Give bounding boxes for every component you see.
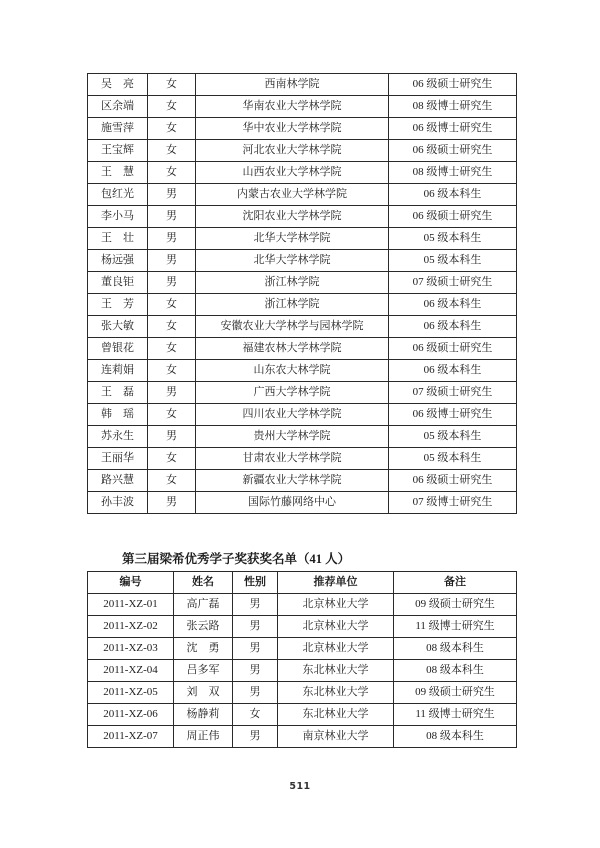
table-cell-unit: 东北林业大学 xyxy=(278,704,394,726)
table-cell-gender: 女 xyxy=(233,704,278,726)
table-cell-note: 06 级本科生 xyxy=(389,360,517,382)
table-cell-id: 2011-XZ-04 xyxy=(88,660,174,682)
table-cell-name: 李小马 xyxy=(88,206,148,228)
table-row xyxy=(88,338,517,360)
table-row xyxy=(88,726,517,748)
table-cell-gender: 女 xyxy=(148,360,196,382)
table-cell-name: 曾银花 xyxy=(88,338,148,360)
table-cell-gender: 男 xyxy=(233,660,278,682)
table-cell-gender: 男 xyxy=(148,184,196,206)
table-cell-unit: 山东农大林学院 xyxy=(196,360,389,382)
page-number: 511 xyxy=(289,781,311,792)
table-cell-name: 区余端 xyxy=(88,96,148,118)
table-cell-name: 王 慧 xyxy=(88,162,148,184)
table-cell-name: 包红光 xyxy=(88,184,148,206)
table-cell-name: 吴 亮 xyxy=(88,74,148,96)
table-row xyxy=(88,638,517,660)
award-winners-2011-table-body xyxy=(88,594,517,748)
table-cell-note: 05 级本科生 xyxy=(389,250,517,272)
column-header: 姓名 xyxy=(174,572,233,594)
table-cell-id: 2011-XZ-01 xyxy=(88,594,174,616)
table-cell-note: 11 级博士研究生 xyxy=(394,704,517,726)
table-row xyxy=(88,682,517,704)
table-cell-name: 刘 双 xyxy=(174,682,233,704)
table-cell-note: 09 级硕士研究生 xyxy=(394,682,517,704)
table-cell-unit: 华南农业大学林学院 xyxy=(196,96,389,118)
table-row xyxy=(88,316,517,338)
table-cell-name: 韩 瑶 xyxy=(88,404,148,426)
table-cell-unit: 华中农业大学林学院 xyxy=(196,118,389,140)
table-row xyxy=(88,184,517,206)
table-row xyxy=(88,382,517,404)
table-cell-unit: 安徽农业大学林学与园林学院 xyxy=(196,316,389,338)
table-cell-name: 张大敏 xyxy=(88,316,148,338)
table-cell-note: 07 级博士研究生 xyxy=(389,492,517,514)
table-cell-note: 08 级博士研究生 xyxy=(389,162,517,184)
table-cell-unit: 福建农林大学林学院 xyxy=(196,338,389,360)
table-cell-unit: 北京林业大学 xyxy=(278,638,394,660)
table-cell-gender: 男 xyxy=(148,492,196,514)
table-cell-note: 07 级硕士研究生 xyxy=(389,382,517,404)
award-winners-table-continued xyxy=(87,73,517,514)
table-cell-note: 06 级硕士研究生 xyxy=(389,206,517,228)
table-row xyxy=(88,594,517,616)
column-header: 编号 xyxy=(88,572,174,594)
table-cell-unit: 北京林业大学 xyxy=(278,594,394,616)
table-row xyxy=(88,294,517,316)
table-cell-gender: 男 xyxy=(148,250,196,272)
table-cell-note: 05 级本科生 xyxy=(389,426,517,448)
table-row xyxy=(88,426,517,448)
table-cell-gender: 男 xyxy=(148,426,196,448)
table-cell-gender: 男 xyxy=(148,382,196,404)
table-cell-note: 11 级博士研究生 xyxy=(394,616,517,638)
table-cell-name: 王宝辉 xyxy=(88,140,148,162)
table-cell-note: 08 级博士研究生 xyxy=(389,96,517,118)
table-cell-name: 王 磊 xyxy=(88,382,148,404)
table-cell-name: 施雪萍 xyxy=(88,118,148,140)
table-cell-unit: 贵州大学林学院 xyxy=(196,426,389,448)
table-cell-gender: 女 xyxy=(148,74,196,96)
award-winners-table-2011 xyxy=(87,571,517,748)
table-cell-gender: 男 xyxy=(233,594,278,616)
table-cell-gender: 女 xyxy=(148,404,196,426)
table-row xyxy=(88,118,517,140)
table-cell-id: 2011-XZ-05 xyxy=(88,682,174,704)
table-cell-gender: 女 xyxy=(148,470,196,492)
table-row xyxy=(88,250,517,272)
table-cell-name: 杨远强 xyxy=(88,250,148,272)
table-cell-id: 2011-XZ-07 xyxy=(88,726,174,748)
table-cell-note: 06 级硕士研究生 xyxy=(389,470,517,492)
table-cell-name: 孙丰波 xyxy=(88,492,148,514)
table-cell-id: 2011-XZ-02 xyxy=(88,616,174,638)
award-winners-table-body xyxy=(88,74,517,514)
table-cell-unit: 浙江林学院 xyxy=(196,272,389,294)
table-cell-name: 高广磊 xyxy=(174,594,233,616)
column-header: 备注 xyxy=(394,572,517,594)
table-row xyxy=(88,272,517,294)
table-cell-name: 王 壮 xyxy=(88,228,148,250)
table-row xyxy=(88,448,517,470)
table-cell-note: 05 级本科生 xyxy=(389,448,517,470)
table-cell-note: 06 级硕士研究生 xyxy=(389,74,517,96)
table-cell-note: 05 级本科生 xyxy=(389,228,517,250)
table-cell-gender: 女 xyxy=(148,96,196,118)
table-cell-gender: 女 xyxy=(148,338,196,360)
table-cell-unit: 四川农业大学林学院 xyxy=(196,404,389,426)
table-cell-note: 06 级硕士研究生 xyxy=(389,140,517,162)
table-cell-unit: 内蒙古农业大学林学院 xyxy=(196,184,389,206)
table-cell-note: 08 级本科生 xyxy=(394,726,517,748)
table-cell-unit: 国际竹藤网络中心 xyxy=(196,492,389,514)
table-cell-note: 06 级本科生 xyxy=(389,316,517,338)
table-cell-name: 王 芳 xyxy=(88,294,148,316)
header-row xyxy=(88,572,517,594)
table-cell-name: 董良钜 xyxy=(88,272,148,294)
column-header: 推荐单位 xyxy=(278,572,394,594)
table-cell-gender: 男 xyxy=(148,206,196,228)
table-cell-unit: 北华大学林学院 xyxy=(196,250,389,272)
table-cell-gender: 女 xyxy=(148,448,196,470)
section-title: 第三届梁希优秀学子奖获奖名单（41 人） xyxy=(122,552,351,566)
table-cell-note: 07 级硕士研究生 xyxy=(389,272,517,294)
table-cell-unit: 东北林业大学 xyxy=(278,682,394,704)
table-cell-note: 06 级博士研究生 xyxy=(389,118,517,140)
table-cell-name: 杨静莉 xyxy=(174,704,233,726)
table-cell-unit: 北京林业大学 xyxy=(278,616,394,638)
table-cell-unit: 沈阳农业大学林学院 xyxy=(196,206,389,228)
table-cell-name: 苏永生 xyxy=(88,426,148,448)
table-cell-id: 2011-XZ-06 xyxy=(88,704,174,726)
table-row xyxy=(88,404,517,426)
table-cell-gender: 女 xyxy=(148,294,196,316)
table-cell-unit: 新疆农业大学林学院 xyxy=(196,470,389,492)
table-cell-name: 路兴慧 xyxy=(88,470,148,492)
table-cell-gender: 男 xyxy=(148,272,196,294)
table-cell-name: 连莉娟 xyxy=(88,360,148,382)
table-cell-gender: 女 xyxy=(148,118,196,140)
table-cell-name: 沈 勇 xyxy=(174,638,233,660)
table-row xyxy=(88,228,517,250)
table-cell-gender: 女 xyxy=(148,316,196,338)
table-cell-name: 吕多军 xyxy=(174,660,233,682)
table-cell-unit: 浙江林学院 xyxy=(196,294,389,316)
table-cell-note: 06 级本科生 xyxy=(389,184,517,206)
table-cell-name: 王丽华 xyxy=(88,448,148,470)
table-cell-unit: 广西大学林学院 xyxy=(196,382,389,404)
table-row xyxy=(88,470,517,492)
table-cell-gender: 男 xyxy=(233,726,278,748)
table-cell-note: 09 级硕士研究生 xyxy=(394,594,517,616)
table-cell-gender: 男 xyxy=(233,616,278,638)
table-cell-gender: 女 xyxy=(148,140,196,162)
table-row xyxy=(88,360,517,382)
table-row xyxy=(88,162,517,184)
table-cell-name: 周正伟 xyxy=(174,726,233,748)
table-cell-unit: 甘肃农业大学林学院 xyxy=(196,448,389,470)
table-row xyxy=(88,660,517,682)
table-cell-note: 08 级本科生 xyxy=(394,660,517,682)
table-cell-gender: 男 xyxy=(148,228,196,250)
table-row xyxy=(88,616,517,638)
column-header: 性别 xyxy=(233,572,278,594)
table-row xyxy=(88,140,517,162)
table-cell-note: 08 级本科生 xyxy=(394,638,517,660)
table-cell-name: 张云路 xyxy=(174,616,233,638)
table-row xyxy=(88,96,517,118)
table-cell-unit: 河北农业大学林学院 xyxy=(196,140,389,162)
table-cell-unit: 北华大学林学院 xyxy=(196,228,389,250)
table-cell-note: 06 级本科生 xyxy=(389,294,517,316)
table-cell-id: 2011-XZ-03 xyxy=(88,638,174,660)
table-row xyxy=(88,206,517,228)
table-cell-note: 06 级博士研究生 xyxy=(389,404,517,426)
table-row xyxy=(88,74,517,96)
table-cell-unit: 山西农业大学林学院 xyxy=(196,162,389,184)
table-cell-note: 06 级硕士研究生 xyxy=(389,338,517,360)
table-cell-unit: 东北林业大学 xyxy=(278,660,394,682)
table-cell-gender: 女 xyxy=(148,162,196,184)
table-cell-unit: 南京林业大学 xyxy=(278,726,394,748)
table-row xyxy=(88,492,517,514)
table-cell-gender: 男 xyxy=(233,638,278,660)
table-cell-unit: 西南林学院 xyxy=(196,74,389,96)
table-row xyxy=(88,704,517,726)
table-cell-gender: 男 xyxy=(233,682,278,704)
